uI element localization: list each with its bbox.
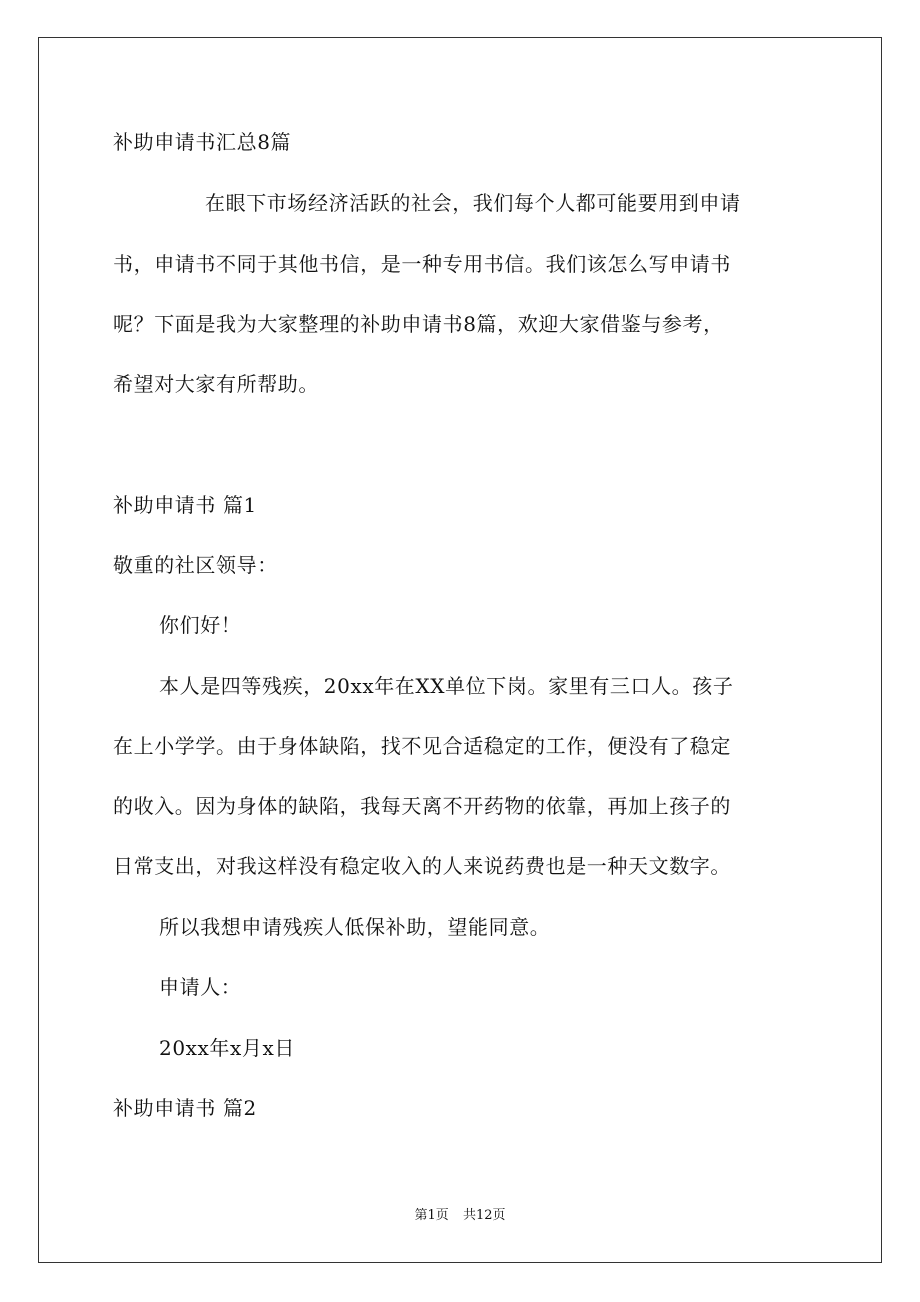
- intro-line-4: 希望对大家有所帮助。: [113, 372, 319, 396]
- section1-body-line-3: 的收入。因为身体的缺陷，我每天离不开药物的依靠，再加上孩子的: [113, 794, 731, 818]
- document-title: 补助申请书汇总8篇: [113, 130, 292, 154]
- intro-line-3: 呢？下面是我为大家整理的补助申请书8篇，欢迎大家借鉴与参考，: [113, 312, 724, 336]
- section1-greeting: 你们好！: [159, 613, 242, 637]
- section1-request: 所以我想申请残疾人低保补助，望能同意。: [159, 915, 551, 939]
- section1-body-line-1: 本人是四等残疾，20xx年在XX单位下岗。家里有三口人。孩子: [159, 674, 734, 698]
- page-border: [38, 37, 882, 1263]
- section1-heading: 补助申请书 篇1: [113, 493, 257, 517]
- intro-line-2: 书，申请书不同于其他书信，是一种专用书信。我们该怎么写申请书: [113, 252, 731, 276]
- page-footer: [0, 1207, 920, 1225]
- footer-page-number: 第1页: [414, 1208, 449, 1223]
- section1-date: 20xx年x月x日: [159, 1036, 295, 1060]
- section1-body-line-2: 在上小学学。由于身体缺陷，找不见合适稳定的工作，便没有了稳定: [113, 734, 731, 758]
- section1-body-line-4: 日常支出，对我这样没有稳定收入的人来说药费也是一种天文数字。: [113, 854, 731, 878]
- intro-line-1: 在眼下市场经济活跃的社会，我们每个人都可能要用到申请: [205, 191, 741, 215]
- footer-total-pages: 共12页: [462, 1208, 506, 1223]
- section1-salutation: 敬重的社区领导：: [113, 553, 278, 577]
- section1-applicant: 申请人：: [159, 975, 242, 999]
- section2-heading: 补助申请书 篇2: [113, 1096, 257, 1120]
